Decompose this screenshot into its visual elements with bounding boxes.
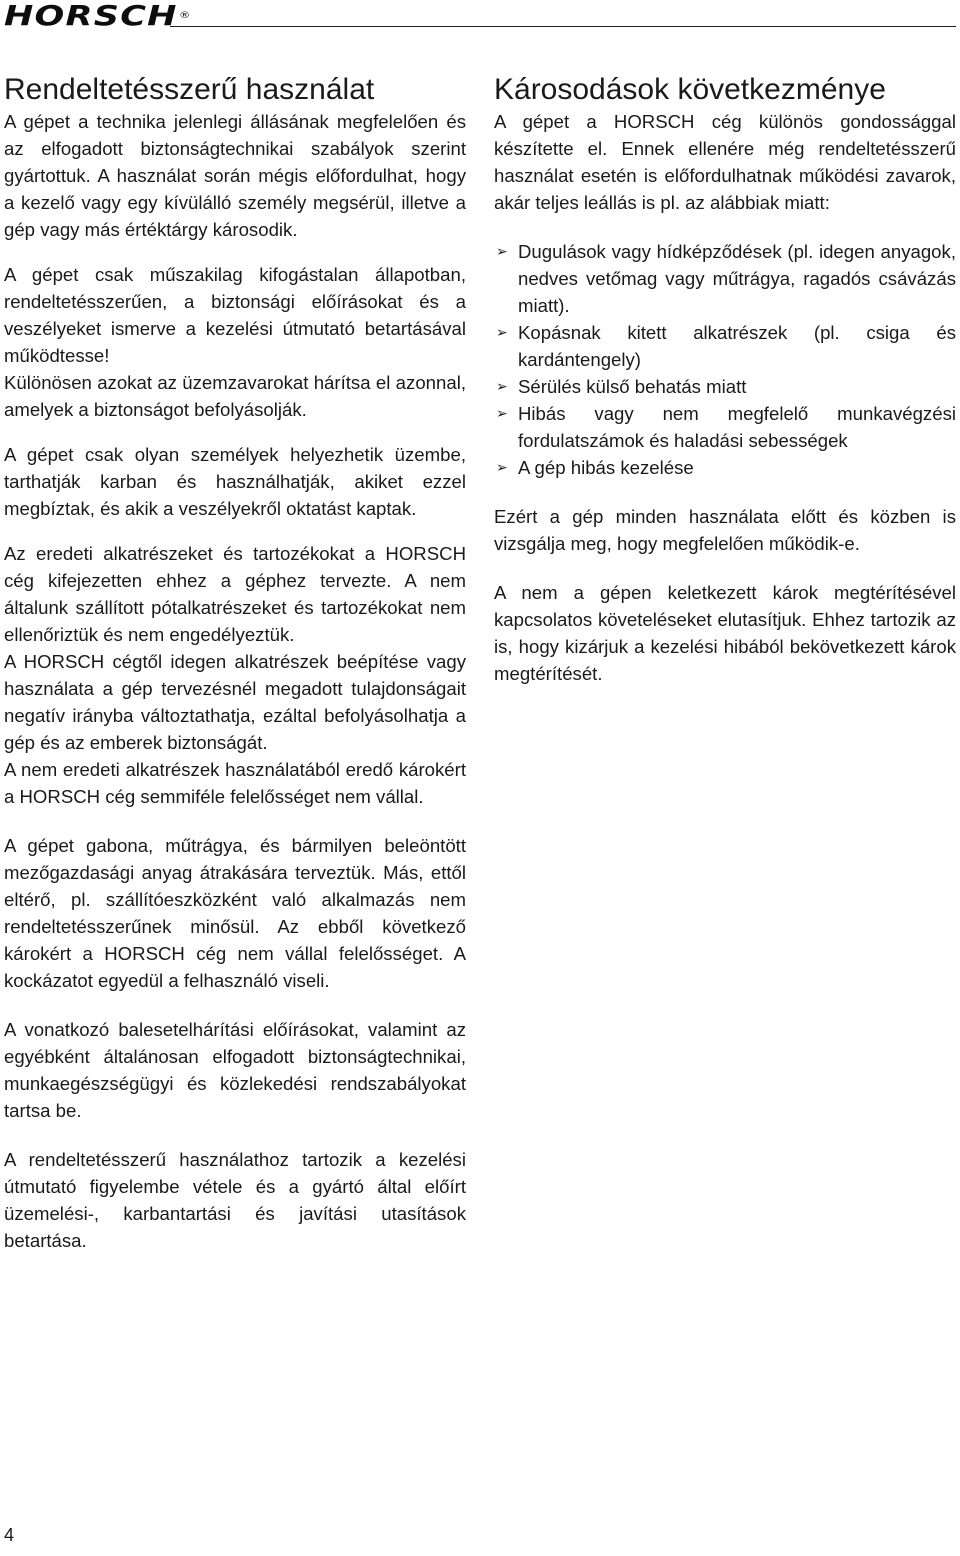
page-number: 4 [4, 1525, 15, 1545]
paragraph: A gépet a technika jelenlegi állásának megfelelően és az elfogadott biztonságtechnikai szabályok szerint gyártottuk. A használat során mégis előfordulhat, hogy a kezelő vagy egy kívülálló személy megsérül, illetve a gép vagy más értéktárgy károsodik. [4, 111, 466, 240]
header-rule [170, 26, 956, 27]
list-item [494, 319, 956, 373]
section-title-intended-use: Rendeltetésszerű használat [4, 73, 375, 106]
section-title-damage-consequences: Károsodások következménye [494, 73, 886, 106]
paragraph: A gépet csak olyan személyek helyezhetik üzembe, tarthatják karban és használhatják, akiket ezzel megbíztak, és akik a veszélyekről oktatást kaptak. [4, 444, 466, 519]
arrow-bullet-icon: ➢ [496, 243, 508, 259]
left-column [4, 72, 466, 1254]
page-header [0, 0, 960, 40]
list-item-text: Hibás vagy nem megfelelő munkavégzési fordulatszámok és haladási sebességek [518, 403, 956, 451]
logo-text: HORSCH [4, 0, 178, 32]
paragraph: A rendeltetésszerű használathoz tartozik a kezelési útmutató figyelembe vétele és a gyártó által előírt üzemelési-, karbantartási és javítási utasítások betartása. [4, 1149, 466, 1251]
paragraph: A vonatkozó balesetelhárítási előírásokat, valamint az egyébként általánosan elfogadott biztonságtechnikai, munkaegészségügyi és közlekedési rendszabályokat tartsa be. [4, 1019, 466, 1121]
horsch-logo [4, 0, 191, 32]
list-item-text: Sérülés külső behatás miatt [518, 376, 747, 397]
paragraph: Az eredeti alkatrészeket és tartozékokat a HORSCH cég kifejezetten ehhez a géphez tervezte. A nem általunk szállított pótalkatrészeket és tartozékokat nem ellenőriztük és nem engedélyeztük. [4, 543, 466, 645]
paragraph: A gépet csak műszakilag kifogástalan állapotban, rendeltetésszerűen, a biztonsági előírásokat és a veszélyeket ismerve a kezelési útmutató betartásával működtesse! [4, 264, 466, 366]
paragraph: Különösen azokat az üzemzavarokat hárítsa el azonnal, amelyek a biztonságot befolyásolják. [4, 372, 466, 420]
arrow-bullet-icon: ➢ [496, 459, 508, 475]
registered-mark: ® [178, 11, 192, 21]
list-item-text: A gép hibás kezelése [518, 457, 694, 478]
paragraph: A nem a gépen keletkezett károk megtérítésével kapcsolatos követeléseket elutasítjuk. Ehhez tartozik az is, hogy kizárjuk a kezelési hibából bekövetkezett károk megtérítését. [494, 582, 956, 684]
arrow-bullet-icon: ➢ [496, 378, 508, 394]
list-item [494, 400, 956, 454]
cause-list [494, 238, 956, 481]
list-item-text: Dugulások vagy hídképződések (pl. idegen anyagok, nedves vetőmag vagy műtrágya, ragadós csávázás miatt). [518, 241, 956, 316]
list-item [494, 238, 956, 319]
paragraph: A gépet a HORSCH cég különös gondossággal készítette el. Ennek ellenére még rendeltetésszerű használat esetén is előfordulhatnak működési zavarok, akár teljes leállás is pl. az alábbiak miatt: [494, 111, 956, 213]
list-item-text: Kopásnak kitett alkatrészek (pl. csiga és kardántengely) [518, 322, 956, 370]
paragraph: A gépet gabona, műtrágya, és bármilyen beleöntött mezőgazdasági anyag átrakására terveztük. Más, ettől eltérő, pl. szállítóeszközként való alkalmazás nem rendeltetésszerűnek minősül. Az ebből következő károkért a HORSCH cég nem vállal felelősséget. A kockázatot egyedül a felhasználó viseli. [4, 835, 466, 991]
list-item [494, 373, 956, 400]
arrow-bullet-icon: ➢ [496, 324, 508, 340]
paragraph: A nem eredeti alkatrészek használatából eredő károkért a HORSCH cég semmiféle felelősséget nem vállal. [4, 759, 466, 807]
paragraph: Ezért a gép minden használata előtt és közben is vizsgálja meg, hogy megfelelően működik-e. [494, 506, 956, 554]
paragraph: A HORSCH cégtől idegen alkatrészek beépítése vagy használata a gép tervezésnél megadott tulajdonságait negatív irányba változtathatja, ezáltal befolyásolhatja a gép és az emberek biztonságát. [4, 651, 466, 753]
list-item [494, 454, 956, 481]
right-column [494, 72, 956, 687]
arrow-bullet-icon: ➢ [496, 405, 508, 421]
